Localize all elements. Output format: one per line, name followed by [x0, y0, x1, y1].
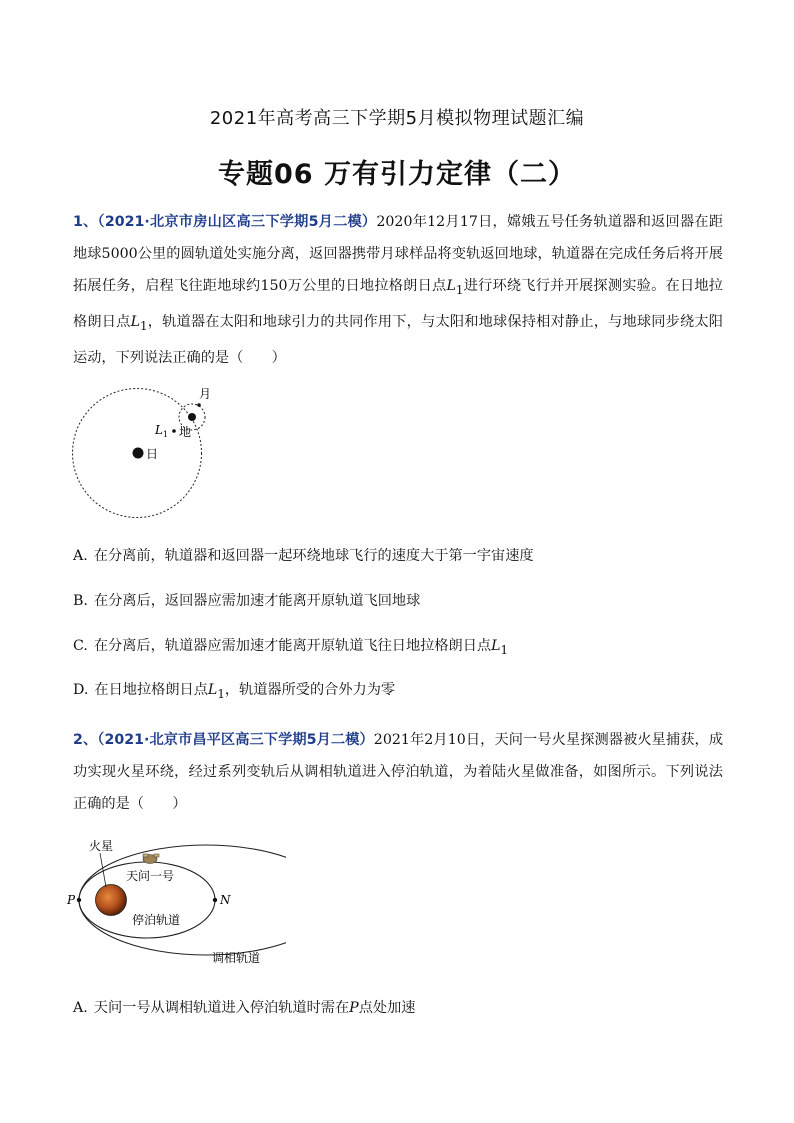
question-2-option-a-letter: A. — [73, 1000, 88, 1016]
p-point-label: P — [67, 893, 76, 907]
p-symbol: P — [349, 1000, 359, 1016]
question-2-option-a-text-pre: 天问一号从调相轨道进入停泊轨道时需在 — [93, 1000, 350, 1016]
l1-point-dot — [172, 429, 176, 433]
question-1-text-c: ，轨道器在太阳和地球引力的共同作用下，与太阳和地球保持相对静止，与地球同步绕太阳运动，下列说法正确的是（ ） — [73, 313, 723, 366]
p-point-dot — [77, 898, 81, 902]
sun-dot — [133, 448, 144, 459]
question-1-text-a: 2020年12月17日，嫦娥五号任务轨道器和返回器在距地球5000公里的圆轨道处实施分离，返回器携带月球样品将变轨返回地球，轨道器在完成任务后将开展拓展任务，启程飞往距地球约150万公里的日地拉格朗日点 — [73, 214, 724, 294]
moon-label: 月 — [199, 387, 212, 401]
question-1-source: （2021·北京市房山区高三下学期5月二模） — [97, 214, 377, 230]
l1-subscript: 1 — [139, 318, 148, 333]
document-header: 2021年高考高三下学期5月模拟物理试题汇编 — [209, 108, 585, 129]
l1-subscript: 1 — [500, 642, 509, 657]
question-2-option-a[interactable] — [73, 998, 723, 1018]
option-a[interactable] — [73, 546, 723, 566]
option-d[interactable] — [73, 680, 723, 704]
option-d-text-post: ，轨道器所受的合外力为零 — [224, 682, 396, 698]
option-a-text: 在分离前，轨道器和返回器一起环绕地球飞行的速度大于第一宇宙速度 — [93, 548, 534, 564]
question-1-stem — [73, 206, 723, 374]
l1-symbol: L — [491, 638, 501, 654]
page-title: 专题06 万有引力定律（二） — [218, 159, 576, 190]
question-2-source: （2021·北京市昌平区高三下学期5月二模） — [97, 732, 374, 748]
mars-planet — [96, 885, 127, 916]
question-1-number: 1、 — [73, 214, 98, 230]
option-d-letter: D. — [73, 682, 89, 698]
l1-subscript: 1 — [217, 686, 225, 701]
sun-label: 日 — [146, 447, 159, 461]
n-point-dot — [213, 898, 217, 902]
earth-dot — [188, 413, 196, 421]
phasing-orbit-label: 调相轨道 — [212, 951, 261, 965]
option-b[interactable] — [73, 591, 723, 611]
question-2-option-a-text-post: 点处加速 — [358, 1000, 416, 1016]
l1-point-subscript: 1 — [163, 430, 169, 439]
earth-label: 地 — [179, 425, 192, 439]
option-c-text: 在分离后，轨道器应需加速才能离开原轨道飞往日地拉格朗日点 — [93, 638, 492, 654]
figure-sun-earth-orbit — [62, 378, 232, 520]
option-b-text: 在分离后，返回器应需加速才能离开原轨道飞回地球 — [93, 593, 421, 609]
parking-orbit-label: 停泊轨道 — [132, 913, 181, 927]
option-a-letter: A. — [73, 548, 88, 564]
l1-symbol: L — [446, 278, 456, 294]
question-2-stem — [73, 724, 723, 820]
option-d-text-pre: 在日地拉格朗日点 — [94, 682, 208, 698]
question-1-text-b: 进行环绕飞行并开展探测实验。在日地拉格朗日点 — [73, 278, 723, 330]
question-2-text: 2021年2月10日，天问一号火星探测器被火星捕获，成功实现火星环绕，经过系列变轨后从调相轨道进入停泊轨道，为着陆火星做准备，如图所示。下列说法正确的是（ ） — [73, 732, 724, 812]
mars-label: 火星 — [89, 839, 114, 853]
option-c[interactable] — [73, 636, 723, 660]
question-2-number: 2、 — [73, 732, 98, 748]
moon-dot — [197, 403, 201, 407]
probe-label: 天问一号 — [126, 869, 175, 883]
l1-subscript: 1 — [455, 282, 464, 297]
l1-symbol: L — [207, 682, 218, 698]
option-b-letter: B. — [73, 593, 88, 609]
option-c-letter: C. — [73, 638, 88, 654]
figure-mars-orbits — [66, 832, 286, 970]
n-point-label: N — [220, 893, 231, 907]
l1-symbol: L — [130, 313, 140, 330]
l1-point-label: L — [155, 423, 163, 437]
